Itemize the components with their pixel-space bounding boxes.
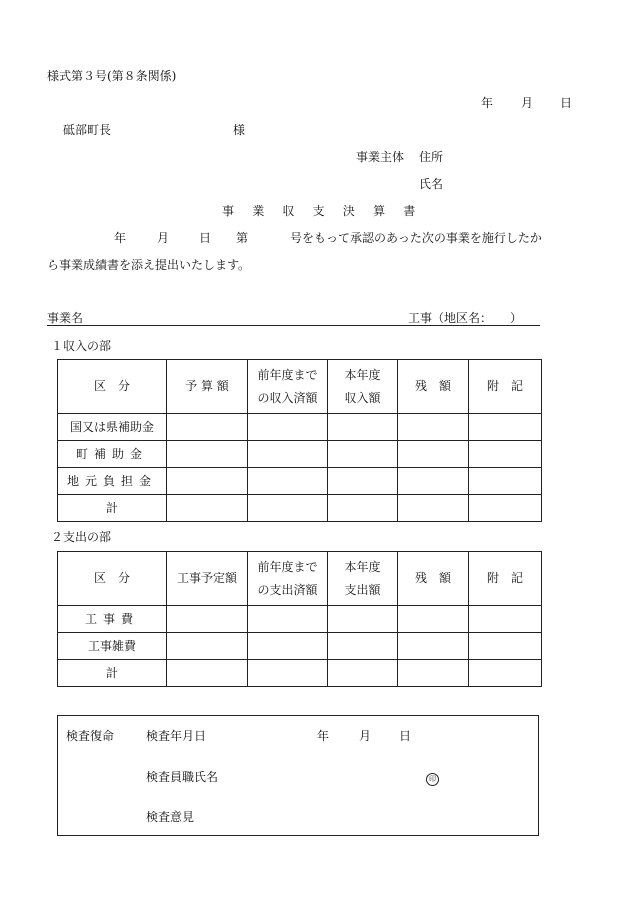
expense-header-this-1: 本年度 bbox=[344, 559, 381, 574]
income-header-this-1: 本年度 bbox=[344, 367, 381, 382]
inspection-title: 検査復命 bbox=[66, 729, 115, 743]
project-underline bbox=[47, 325, 540, 326]
expense-header-prev bbox=[248, 552, 328, 606]
addressee-name: 砥部町長 bbox=[63, 123, 112, 137]
body-day: 日 bbox=[199, 231, 212, 245]
applicant-body-label: 事業主体 bbox=[356, 150, 405, 164]
inspection-date-label: 検査年月日 bbox=[146, 729, 207, 743]
expense-header-this-2: 支出額 bbox=[344, 582, 381, 597]
addressee-honorific: 様 bbox=[233, 123, 246, 137]
date-year: 年 bbox=[481, 96, 494, 110]
income-header-prev bbox=[248, 360, 328, 414]
table-row bbox=[58, 441, 542, 468]
table-row bbox=[58, 606, 542, 633]
expense-row-label: 工事費 bbox=[58, 606, 167, 633]
inspection-opinion-label: 検査意見 bbox=[146, 810, 195, 824]
project-name-label: 事業名 bbox=[47, 311, 84, 325]
expense-row-total: 計 bbox=[58, 660, 167, 687]
inspector-label: 検査員職氏名 bbox=[146, 770, 219, 784]
expense-header-category: 区 分 bbox=[58, 552, 167, 606]
income-header-prev-2: の収入済額 bbox=[257, 390, 318, 405]
expense-header-balance: 残 額 bbox=[398, 552, 469, 606]
table-row bbox=[58, 414, 542, 441]
income-header-prev-1: 前年度まで bbox=[257, 367, 318, 382]
body-line1-rest: 号をもって承認のあった次の事業を施行したか bbox=[290, 231, 542, 245]
seal-mark bbox=[426, 771, 439, 786]
expense-header-prev-2: の支出済額 bbox=[257, 582, 318, 597]
body-number-prefix: 第 bbox=[236, 231, 249, 245]
applicant-address-label: 住所 bbox=[419, 150, 444, 164]
expense-header-row bbox=[58, 552, 542, 606]
income-row-label: 地元負担金 bbox=[58, 468, 167, 495]
income-header-this-2: 収入額 bbox=[344, 390, 381, 405]
inspection-box bbox=[57, 715, 539, 836]
income-header-this bbox=[328, 360, 398, 414]
expense-row-label: 工事雑費 bbox=[58, 633, 167, 660]
table-row bbox=[58, 660, 542, 687]
income-row-total: 計 bbox=[58, 495, 167, 522]
form-number: 様式第３号(第８条関係) bbox=[47, 69, 177, 83]
construction-area-label: 工事（地区名： ） bbox=[408, 311, 523, 325]
income-header-budget: 予 算 額 bbox=[167, 360, 248, 414]
body-year: 年 bbox=[114, 231, 127, 245]
table-row bbox=[58, 633, 542, 660]
income-header-notes: 附 記 bbox=[469, 360, 542, 414]
applicant-name-label: 氏名 bbox=[419, 177, 444, 191]
expense-table bbox=[57, 551, 542, 687]
expense-header-this bbox=[328, 552, 398, 606]
body-line2: ら事業成績書を添え提出いたします。 bbox=[47, 258, 251, 272]
income-table bbox=[57, 359, 542, 522]
table-row bbox=[58, 468, 542, 495]
inspection-year: 年 bbox=[317, 729, 330, 743]
date-day: 日 bbox=[560, 96, 573, 110]
table-row bbox=[58, 495, 542, 522]
income-section-title: １収入の部 bbox=[51, 339, 112, 353]
document-title: 事 業 収 支 決 算 書 bbox=[222, 204, 423, 218]
seal-icon: 印 bbox=[426, 773, 439, 786]
income-header-row bbox=[58, 360, 542, 414]
income-header-balance: 残 額 bbox=[398, 360, 469, 414]
expense-header-prev-1: 前年度まで bbox=[257, 559, 318, 574]
date-month: 月 bbox=[521, 96, 534, 110]
income-row-label: 国又は県補助金 bbox=[58, 414, 167, 441]
inspection-day: 日 bbox=[399, 729, 412, 743]
income-row-label: 町補助金 bbox=[58, 441, 167, 468]
body-month: 月 bbox=[157, 231, 170, 245]
inspection-month: 月 bbox=[359, 729, 372, 743]
expense-header-notes: 附 記 bbox=[469, 552, 542, 606]
income-header-category: 区 分 bbox=[58, 360, 167, 414]
expense-header-budget: 工事予定額 bbox=[167, 552, 248, 606]
expense-section-title: ２支出の部 bbox=[51, 530, 112, 544]
